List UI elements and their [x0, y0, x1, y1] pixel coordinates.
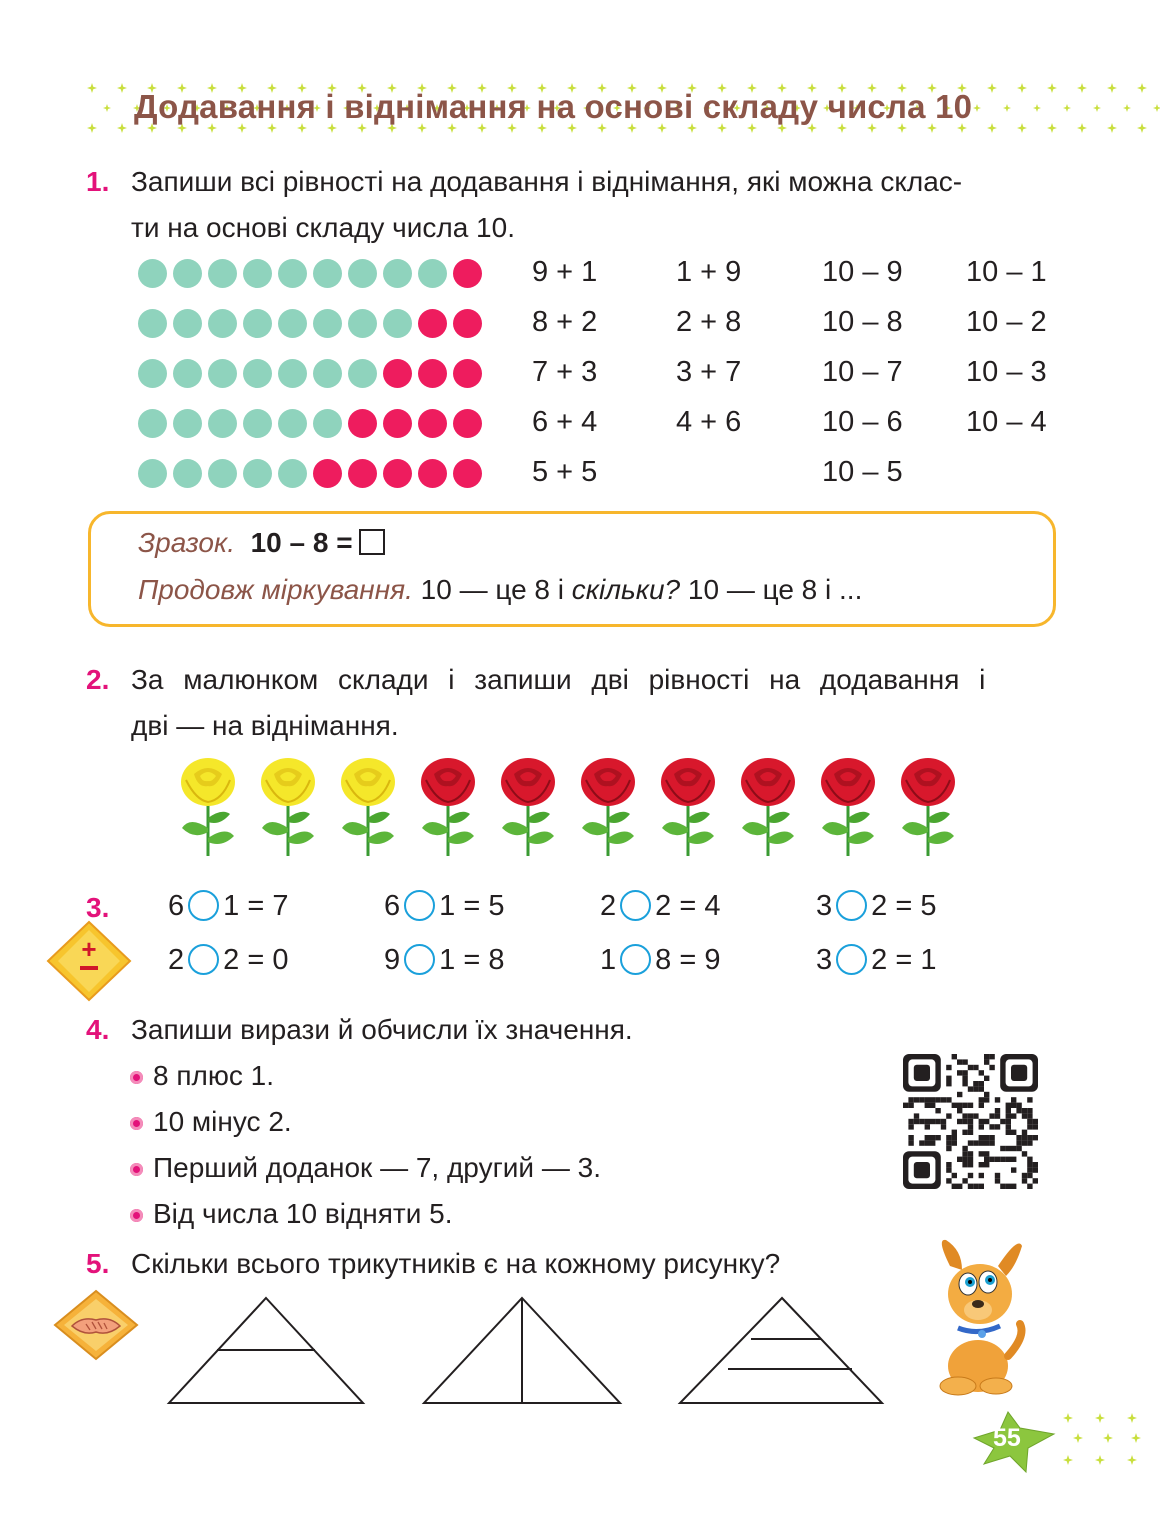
green-counter [243, 459, 272, 488]
equation: 10 – 1 [966, 256, 1047, 288]
task-1-number: 1. [86, 166, 110, 197]
green-counter [138, 409, 167, 438]
sign-blank-circle[interactable] [188, 890, 219, 921]
task-5-number: 5. [86, 1248, 110, 1279]
red-counter [383, 409, 412, 438]
sample-label: Зразок. [138, 527, 235, 558]
equation: 6 + 4 [532, 406, 598, 438]
sparkle-icon [1017, 123, 1027, 133]
green-counter [313, 309, 342, 338]
triangle-figure-3 [680, 1298, 882, 1403]
operand-right: 2 = 1 [871, 944, 937, 976]
red-rose-icon [896, 756, 960, 860]
bullet-icon [130, 1209, 143, 1222]
operand-left: 3 [816, 890, 833, 922]
sparkle-icon [1063, 1413, 1073, 1423]
sign-blank-circle[interactable] [404, 890, 435, 921]
missing-sign-equation [168, 944, 288, 977]
green-counter [243, 359, 272, 388]
task-2-number: 2. [86, 664, 110, 695]
reasoning-part-c: 10 — це 8 і ... [687, 574, 863, 605]
red-counter [453, 359, 482, 388]
sparkle-icon [1095, 1455, 1105, 1465]
red-rose-icon [736, 756, 800, 860]
answer-square[interactable] [359, 529, 385, 555]
reasoning-line [138, 574, 862, 606]
sign-blank-circle[interactable] [836, 890, 867, 921]
bullet-icon [130, 1117, 143, 1130]
sparkle-icon [1107, 123, 1117, 133]
operand-left: 2 [168, 944, 185, 976]
green-counter [278, 359, 307, 388]
green-counter [173, 309, 202, 338]
sparkle-icon [1103, 1433, 1113, 1443]
task-1-text-line1: Запиши всі рівності на додавання і віднімання, які можна склас- [131, 166, 963, 197]
sparkle-icon [973, 104, 981, 112]
equation: 10 – 2 [966, 306, 1047, 338]
counters-row [138, 309, 482, 338]
sign-blank-circle[interactable] [188, 944, 219, 975]
task-4-item-text: 8 плюс 1. [153, 1060, 274, 1091]
equation: 4 + 6 [676, 406, 742, 438]
sparkle-icon [1093, 104, 1101, 112]
green-counter [243, 409, 272, 438]
operand-left: 6 [384, 890, 401, 922]
yellow-rose-icon [176, 756, 240, 860]
green-counter [173, 459, 202, 488]
green-counter [313, 259, 342, 288]
green-counter [173, 359, 202, 388]
green-counter [348, 309, 377, 338]
red-counter [418, 459, 447, 488]
missing-sign-equation [600, 890, 720, 923]
counters-row [138, 409, 482, 438]
green-counter [383, 309, 412, 338]
sparkle-icon [117, 123, 127, 133]
sample-line [138, 527, 385, 559]
red-counter [453, 409, 482, 438]
task-4-item [130, 1052, 274, 1100]
green-counter [278, 259, 307, 288]
missing-sign-equation [816, 890, 936, 923]
equation: 3 + 7 [676, 356, 742, 388]
sparkle-icon [1017, 83, 1027, 93]
qr-code-icon[interactable] [903, 1054, 1039, 1192]
operand-right: 8 = 9 [655, 944, 721, 976]
sign-blank-circle[interactable] [404, 944, 435, 975]
page-title: Додавання і віднімання на основі складу числа 10 [134, 88, 973, 125]
page-number: 55 [993, 1424, 1021, 1452]
equation: 10 – 3 [966, 356, 1047, 388]
operand-left: 9 [384, 944, 401, 976]
sparkle-icon [1127, 1455, 1137, 1465]
red-rose-icon [656, 756, 720, 860]
task-4-item-text: 10 мінус 2. [153, 1106, 292, 1137]
sparkle-icon [1033, 104, 1041, 112]
equation: 10 – 5 [822, 456, 903, 488]
red-rose-icon [496, 756, 560, 860]
task-2-text-line1: За малюнком склади і запиши дві рівності на додавання і [131, 664, 986, 695]
operand-left: 1 [600, 944, 617, 976]
dog-mascot-icon [928, 1236, 1028, 1396]
sparkle-icon [1077, 123, 1087, 133]
counters-row [138, 359, 482, 388]
sparkle-icon [103, 104, 111, 112]
yellow-rose-icon [336, 756, 400, 860]
task-3-number: 3. [86, 892, 110, 923]
red-counter [313, 459, 342, 488]
missing-sign-equation [600, 944, 720, 977]
red-counter [348, 409, 377, 438]
green-counter [418, 259, 447, 288]
task-2-text-line2: дві — на віднімання. [131, 710, 399, 741]
red-counter [348, 459, 377, 488]
red-counter [418, 359, 447, 388]
task-1-text-line2: ти на основі складу числа 10. [131, 212, 515, 243]
green-counter [278, 459, 307, 488]
green-counter [348, 259, 377, 288]
green-counter [138, 459, 167, 488]
svg-text:+: + [81, 934, 97, 964]
equation: 10 – 9 [822, 256, 903, 288]
sparkle-icon [1047, 123, 1057, 133]
handshake-icon [52, 1288, 140, 1362]
green-counter [313, 359, 342, 388]
operand-right: 2 = 4 [655, 890, 721, 922]
green-counter [138, 259, 167, 288]
yellow-rose-icon [256, 756, 320, 860]
green-counter [208, 309, 237, 338]
red-counter [383, 359, 412, 388]
red-counter [453, 259, 482, 288]
green-counter [348, 359, 377, 388]
equation: 9 + 1 [532, 256, 598, 288]
red-counter [418, 409, 447, 438]
counters-row [138, 459, 482, 488]
operand-left: 6 [168, 890, 185, 922]
task-4-text: Запиши вирази й обчисли їх значення. [131, 1014, 633, 1045]
sparkle-icon [1047, 83, 1057, 93]
counters-row [138, 259, 482, 288]
sparkle-icon [1137, 123, 1147, 133]
equation: 10 – 7 [822, 356, 903, 388]
sparkle-icon [87, 123, 97, 133]
missing-sign-equation [384, 890, 504, 923]
operand-right: 1 = 5 [439, 890, 505, 922]
bullet-icon [130, 1163, 143, 1176]
sparkle-icon [1107, 83, 1117, 93]
green-counter [208, 259, 237, 288]
equation: 1 + 9 [676, 256, 742, 288]
sparkle-icon [1153, 104, 1160, 112]
operand-right: 2 = 5 [871, 890, 937, 922]
red-rose-icon [816, 756, 880, 860]
task-4-number: 4. [86, 1014, 110, 1045]
sparkle-icon [987, 123, 997, 133]
sparkle-icon [1073, 1433, 1083, 1443]
equation: 8 + 2 [532, 306, 598, 338]
sparkle-icon [1123, 104, 1131, 112]
task-4-item [130, 1190, 453, 1238]
bullet-icon [130, 1071, 143, 1084]
equation: 10 – 8 [822, 306, 903, 338]
operand-right: 1 = 7 [223, 890, 289, 922]
green-counter [383, 259, 412, 288]
red-rose-icon [416, 756, 480, 860]
equation: 5 + 5 [532, 456, 598, 488]
red-counter [383, 459, 412, 488]
equation: 10 – 6 [822, 406, 903, 438]
plus-minus-icon [44, 918, 134, 1004]
equation: 2 + 8 [676, 306, 742, 338]
green-counter [278, 309, 307, 338]
equation: 10 – 4 [966, 406, 1047, 438]
sparkle-icon [1003, 104, 1011, 112]
sparkle-icon [1131, 1433, 1141, 1443]
green-counter [138, 309, 167, 338]
missing-sign-equation [168, 890, 288, 923]
task-4-item [130, 1098, 292, 1146]
red-counter [453, 309, 482, 338]
task-4-item-text: Від числа 10 відняти 5. [153, 1198, 453, 1229]
equation: 7 + 3 [532, 356, 598, 388]
reasoning-part-a: 10 — це 8 і [420, 574, 564, 605]
sample-expression: 10 – 8 = [250, 527, 353, 558]
operand-left: 3 [816, 944, 833, 976]
green-counter [243, 259, 272, 288]
green-counter [138, 359, 167, 388]
sparkle-icon [1063, 1455, 1073, 1465]
red-counter [453, 459, 482, 488]
reasoning-label: Продовж міркування. [138, 574, 413, 605]
sparkle-icon [987, 83, 997, 93]
task-4-item [130, 1144, 601, 1192]
green-counter [243, 309, 272, 338]
green-counter [173, 409, 202, 438]
sign-blank-circle[interactable] [620, 944, 651, 975]
green-counter [208, 359, 237, 388]
sign-blank-circle[interactable] [620, 890, 651, 921]
missing-sign-equation [816, 944, 936, 977]
reasoning-question: скільки? [571, 574, 681, 605]
sparkle-icon [1095, 1413, 1105, 1423]
operand-right: 2 = 0 [223, 944, 289, 976]
green-counter [208, 409, 237, 438]
sparkle-icon [1077, 83, 1087, 93]
missing-sign-equation [384, 944, 504, 977]
operand-right: 1 = 8 [439, 944, 505, 976]
sparkle-icon [87, 83, 97, 93]
task-5-text: Скільки всього трикутників є на кожному рисунку? [131, 1248, 781, 1279]
green-counter [278, 409, 307, 438]
sparkle-icon [1127, 1413, 1137, 1423]
red-rose-icon [576, 756, 640, 860]
operand-left: 2 [600, 890, 617, 922]
sparkle-icon [1137, 83, 1147, 93]
sparkle-icon [117, 83, 127, 93]
sparkle-icon [1063, 104, 1071, 112]
green-counter [313, 409, 342, 438]
green-counter [173, 259, 202, 288]
task-4-item-text: Перший доданок — 7, другий — 3. [153, 1152, 601, 1183]
green-counter [208, 459, 237, 488]
triangles-figures [160, 1292, 900, 1410]
sign-blank-circle[interactable] [836, 944, 867, 975]
red-counter [418, 309, 447, 338]
